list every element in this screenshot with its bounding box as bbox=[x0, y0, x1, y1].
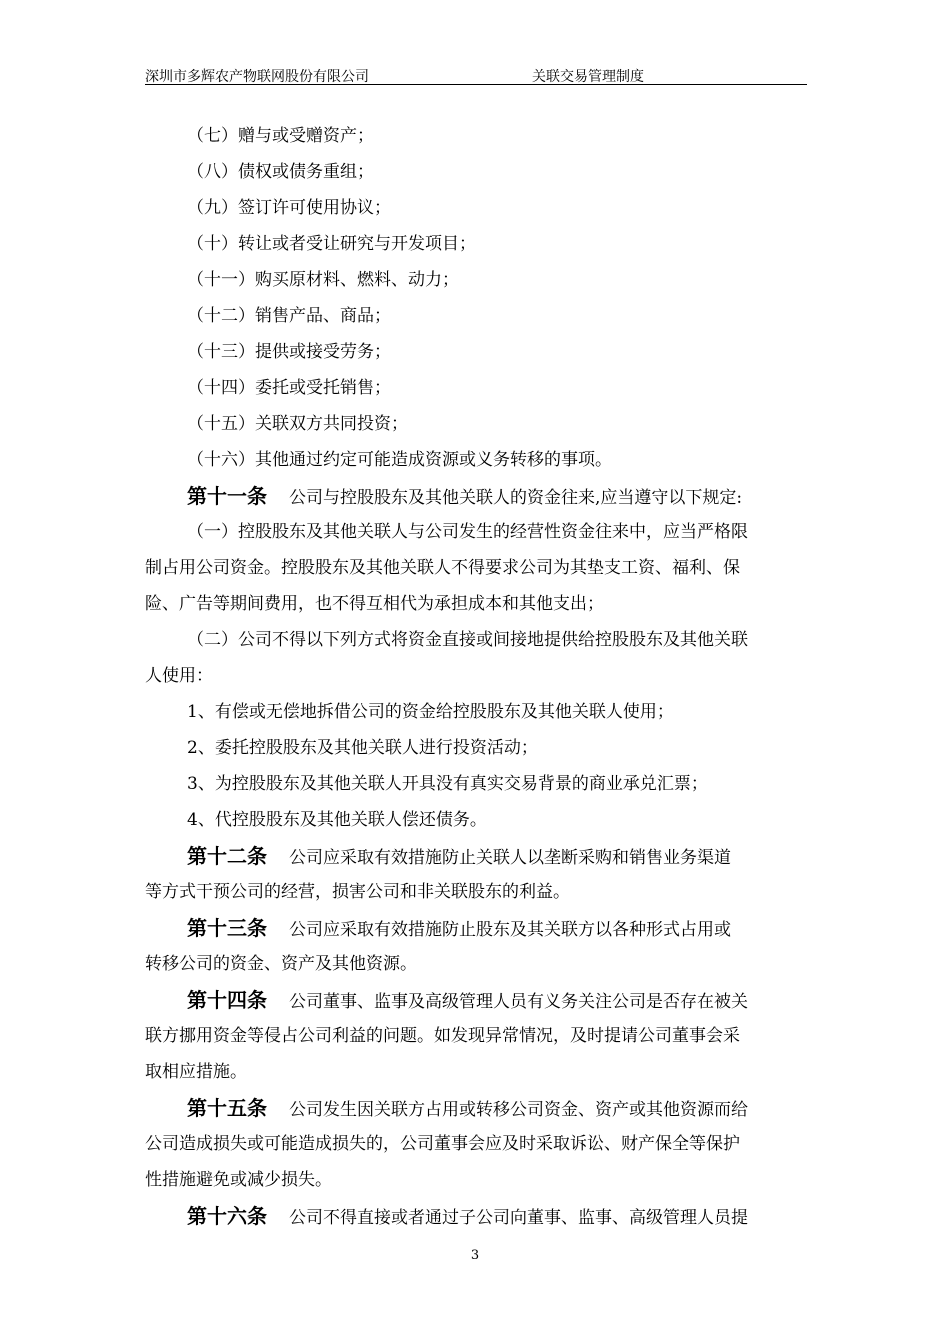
list-item: （九）签订许可使用协议； bbox=[187, 198, 391, 218]
page-header bbox=[145, 64, 807, 85]
paragraph-line: 等方式干预公司的经营，损害公司和非关联股东的利益。 bbox=[145, 882, 570, 902]
list-item: （十四）委托或受托销售； bbox=[187, 378, 391, 398]
sub-item: 3、为控股股东及其他关联人开具没有真实交易背景的商业承兑汇票； bbox=[187, 774, 708, 794]
article-15 bbox=[145, 1090, 815, 1126]
article-text: 公司应采取有效措施防止股东及其关联方以各种形式占用或 bbox=[289, 920, 731, 940]
list-item: （十一）购买原材料、燃料、动力； bbox=[187, 270, 459, 290]
list-item: （十三）提供或接受劳务； bbox=[187, 342, 391, 362]
article-label: 第十五条 bbox=[187, 1096, 267, 1120]
paragraph-line: （二）公司不得以下列方式将资金直接或间接地提供给控股股东及其他关联 bbox=[187, 630, 748, 650]
article-13 bbox=[145, 910, 815, 946]
sub-item: 4、代控股股东及其他关联人偿还债务。 bbox=[187, 810, 487, 830]
paragraph-line: 制占用公司资金。控股股东及其他关联人不得要求公司为其垫支工资、福利、保 bbox=[145, 558, 740, 578]
article-text: 公司不得直接或者通过子公司向董事、监事、高级管理人员提 bbox=[289, 1208, 748, 1228]
paragraph-line: （一）控股股东及其他关联人与公司发生的经营性资金往来中，应当严格限 bbox=[187, 522, 748, 542]
list-item: （十五）关联双方共同投资； bbox=[187, 414, 408, 434]
article-14 bbox=[145, 982, 815, 1018]
article-16 bbox=[145, 1198, 815, 1234]
paragraph-line: 人使用： bbox=[145, 666, 213, 686]
list-item: （七）赠与或受赠资产； bbox=[187, 126, 374, 146]
paragraph-line: 转移公司的资金、资产及其他资源。 bbox=[145, 954, 417, 974]
paragraph-line: 取相应措施。 bbox=[145, 1062, 247, 1082]
article-text: 公司应采取有效措施防止关联人以垄断采购和销售业务渠道 bbox=[289, 848, 731, 868]
header-company: 深圳市多辉农产物联网股份有限公司 bbox=[145, 69, 369, 85]
paragraph-line: 险、广告等期间费用，也不得互相代为承担成本和其他支出； bbox=[145, 594, 604, 614]
article-11 bbox=[145, 478, 815, 514]
article-label: 第十一条 bbox=[187, 484, 267, 508]
article-text: 公司董事、监事及高级管理人员有义务关注公司是否存在被关 bbox=[289, 992, 748, 1012]
page-number: 3 bbox=[470, 1248, 480, 1263]
article-text: 公司与控股股东及其他关联人的资金往来,应当遵守以下规定: bbox=[289, 488, 743, 508]
article-label: 第十四条 bbox=[187, 988, 267, 1012]
article-12 bbox=[145, 838, 815, 874]
list-item: （八）债权或债务重组； bbox=[187, 162, 374, 182]
list-item: （十）转让或者受让研究与开发项目； bbox=[187, 234, 476, 254]
document-body bbox=[145, 118, 815, 1234]
list-item: （十二）销售产品、商品； bbox=[187, 306, 391, 326]
list-item: （十六）其他通过约定可能造成资源或义务转移的事项。 bbox=[187, 450, 612, 470]
sub-item: 1、有偿或无偿地拆借公司的资金给控股股东及其他关联人使用； bbox=[187, 702, 674, 722]
sub-item: 2、委托控股股东及其他关联人进行投资活动； bbox=[187, 738, 538, 758]
header-doc-title: 关联交易管理制度 bbox=[532, 69, 644, 85]
paragraph-line: 公司造成损失或可能造成损失的，公司董事会应及时采取诉讼、财产保全等保护 bbox=[145, 1134, 740, 1154]
article-label: 第十三条 bbox=[187, 916, 267, 940]
article-text: 公司发生因关联方占用或转移公司资金、资产或其他资源而给 bbox=[289, 1100, 748, 1120]
paragraph-line: 联方挪用资金等侵占公司利益的问题。如发现异常情况，及时提请公司董事会采 bbox=[145, 1026, 740, 1046]
article-label: 第十二条 bbox=[187, 844, 267, 868]
article-label: 第十六条 bbox=[187, 1204, 267, 1228]
paragraph-line: 性措施避免或减少损失。 bbox=[145, 1170, 332, 1190]
